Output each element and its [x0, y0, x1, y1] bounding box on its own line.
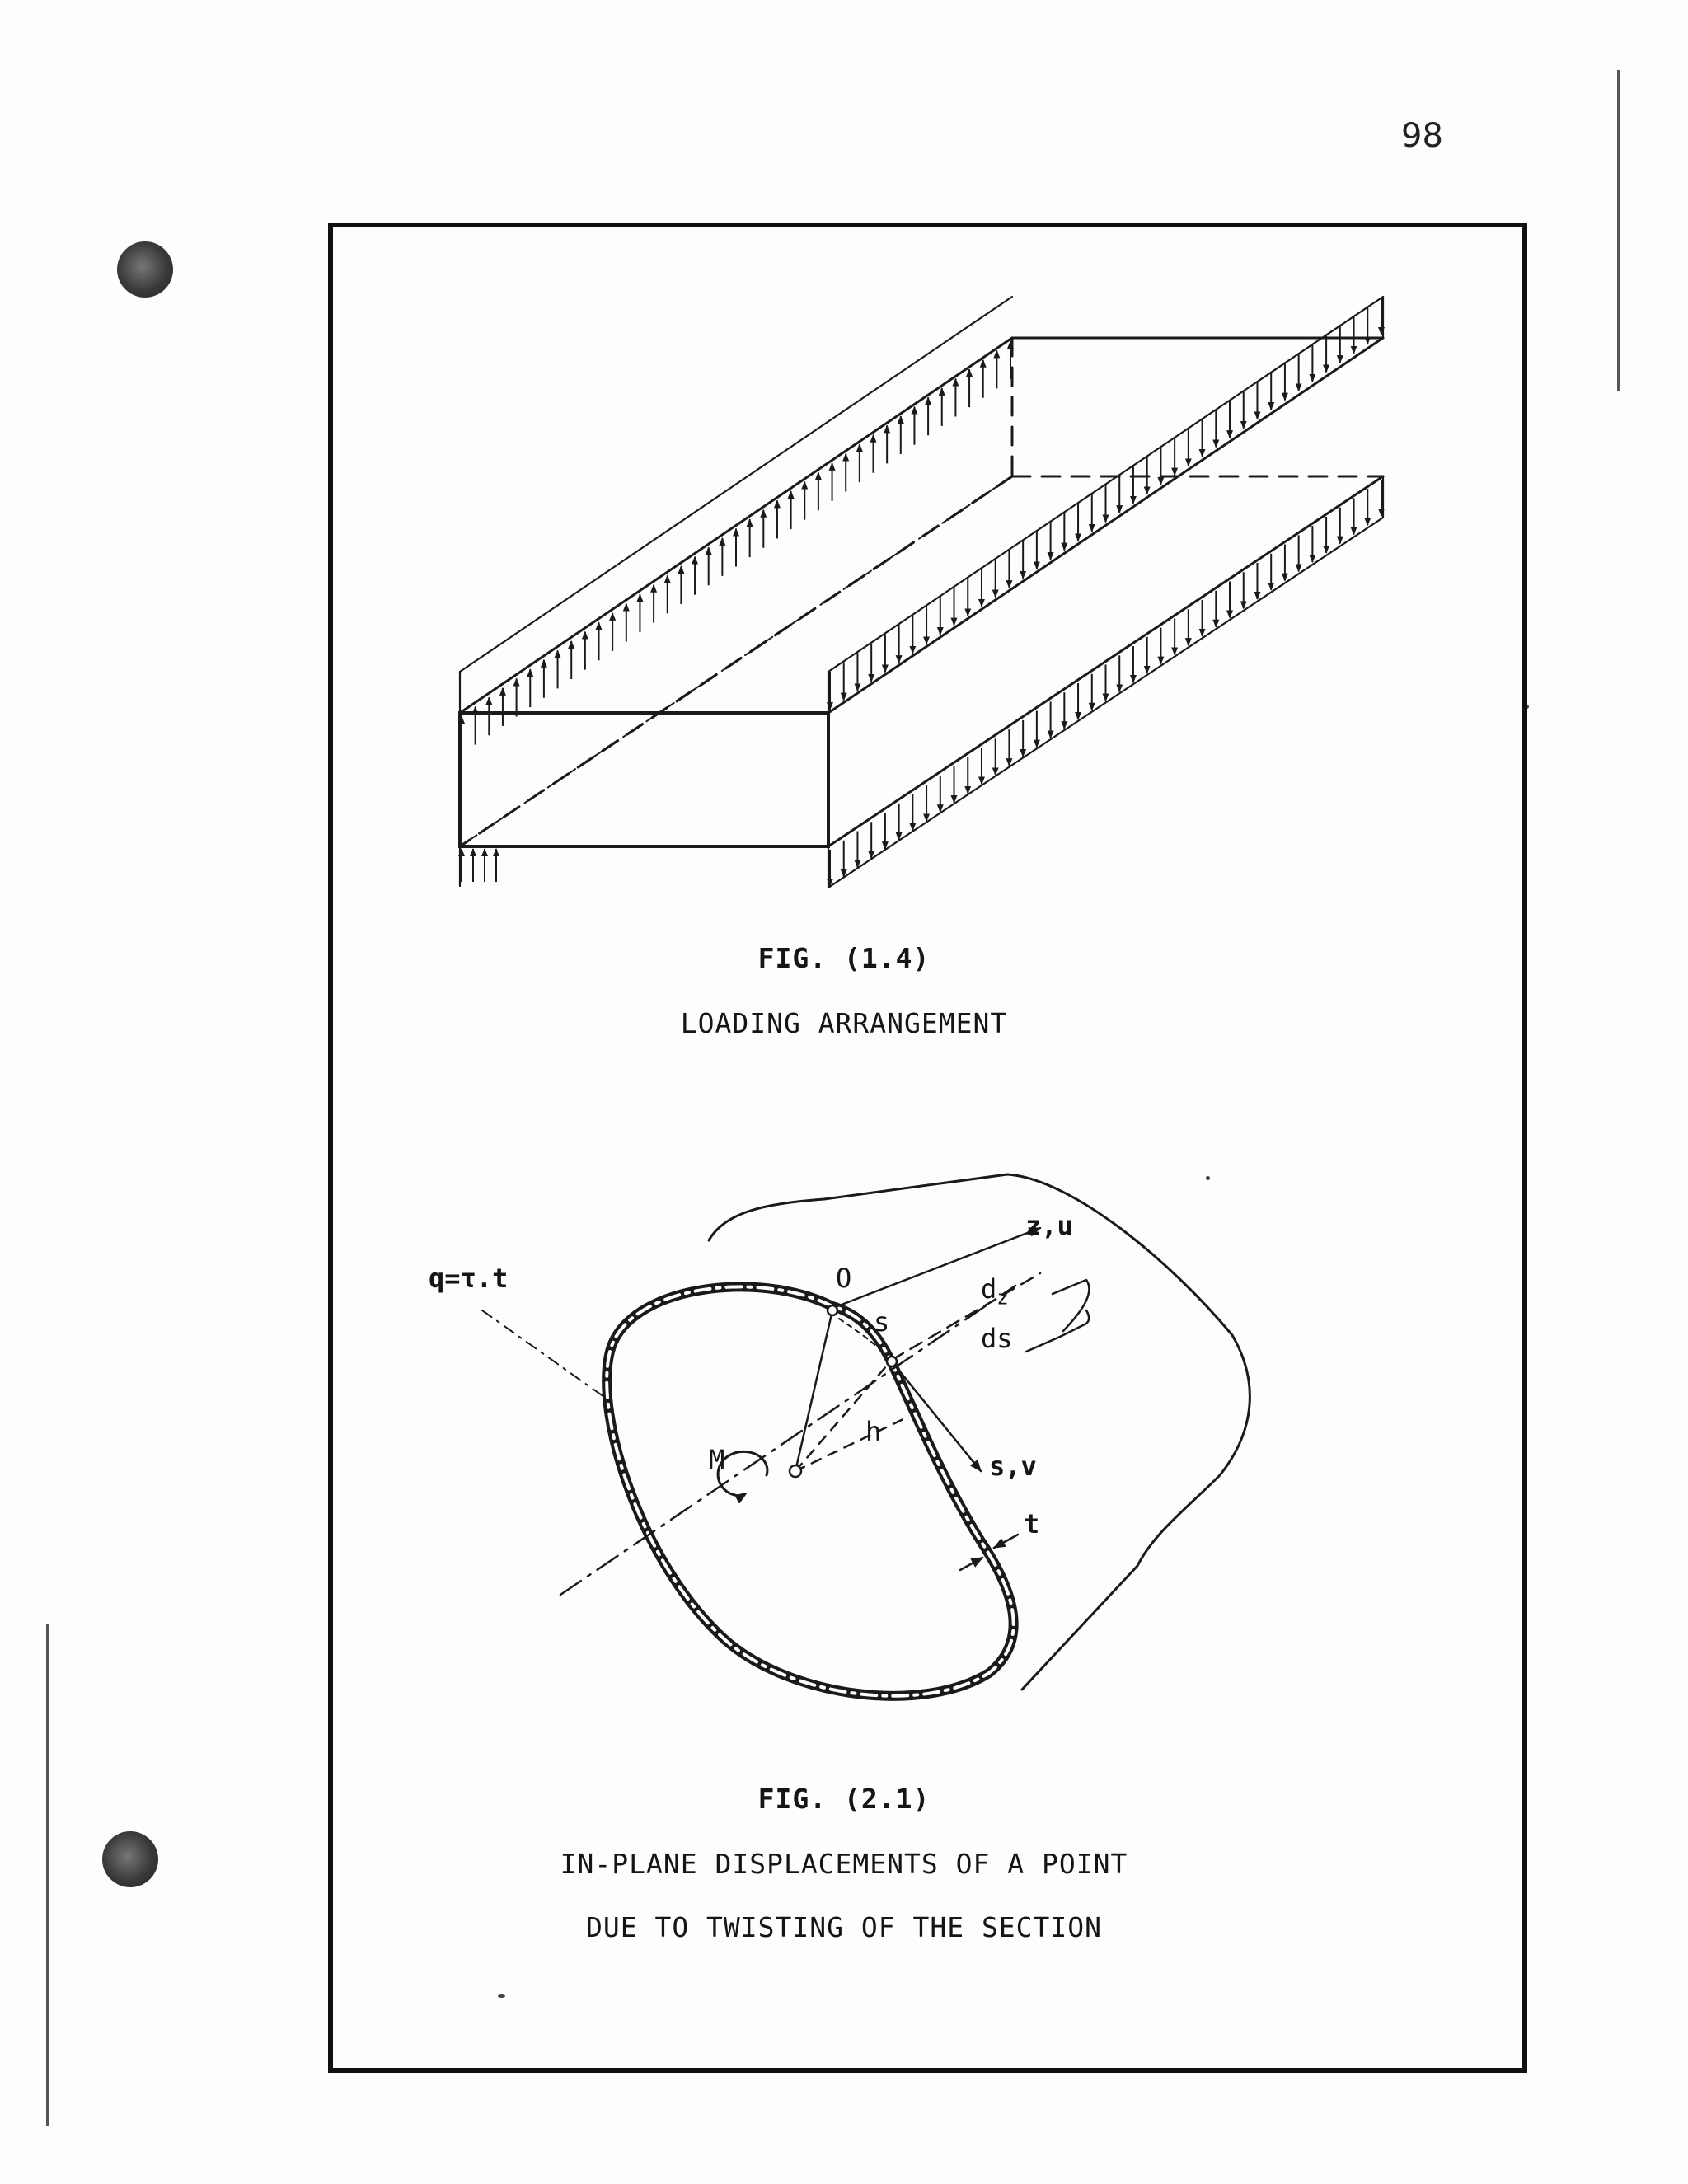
label-z-axis: z,u [1025, 1210, 1073, 1241]
label-arc-s: s [874, 1306, 890, 1338]
radius-to-origin [795, 1310, 832, 1471]
tube-longitudinal-axis [560, 1286, 1015, 1595]
label-thickness: t [1024, 1508, 1040, 1540]
point-on-wall [887, 1357, 897, 1366]
label-dz-sub: z [996, 1286, 1009, 1310]
label-s-v-axis: s,v [989, 1451, 1037, 1482]
fig-1-4-title: FIG. (1.4) [757, 942, 931, 974]
shear-centre-point [790, 1465, 801, 1477]
fig-2-1-caption-line-1: IN-PLANE DISPLACEMENTS OF A POINT [560, 1848, 1128, 1880]
origin-point [828, 1305, 837, 1315]
thickness-arrow-out [994, 1535, 1018, 1548]
point-tangent-dashed [892, 1273, 1040, 1360]
z-axis-arrow [831, 1228, 1040, 1309]
lever-arm-h [795, 1418, 907, 1471]
label-dz-base: d [981, 1273, 997, 1305]
shear-flow-leader [482, 1310, 610, 1401]
page-number: 98 [1401, 117, 1443, 155]
shell-element [1053, 1280, 1089, 1331]
thickness-arrow-in [960, 1558, 982, 1570]
fig-1-4-caption-line-1: LOADING ARRANGEMENT [680, 1007, 1008, 1039]
label-ds: ds [981, 1323, 1013, 1354]
fig-2-1-title: FIG. (2.1) [757, 1783, 931, 1815]
label-lever-arm-h: h [865, 1416, 882, 1447]
tube-shear-flow-path [607, 1286, 1013, 1695]
label-origin: O [836, 1263, 852, 1294]
label-shear-flow: q=τ.t [429, 1263, 509, 1294]
label-dz [981, 1273, 1009, 1309]
label-moment-M: M [709, 1444, 725, 1475]
fig-2-1-caption-line-2: DUE TO TWISTING OF THE SECTION [585, 1911, 1103, 1943]
